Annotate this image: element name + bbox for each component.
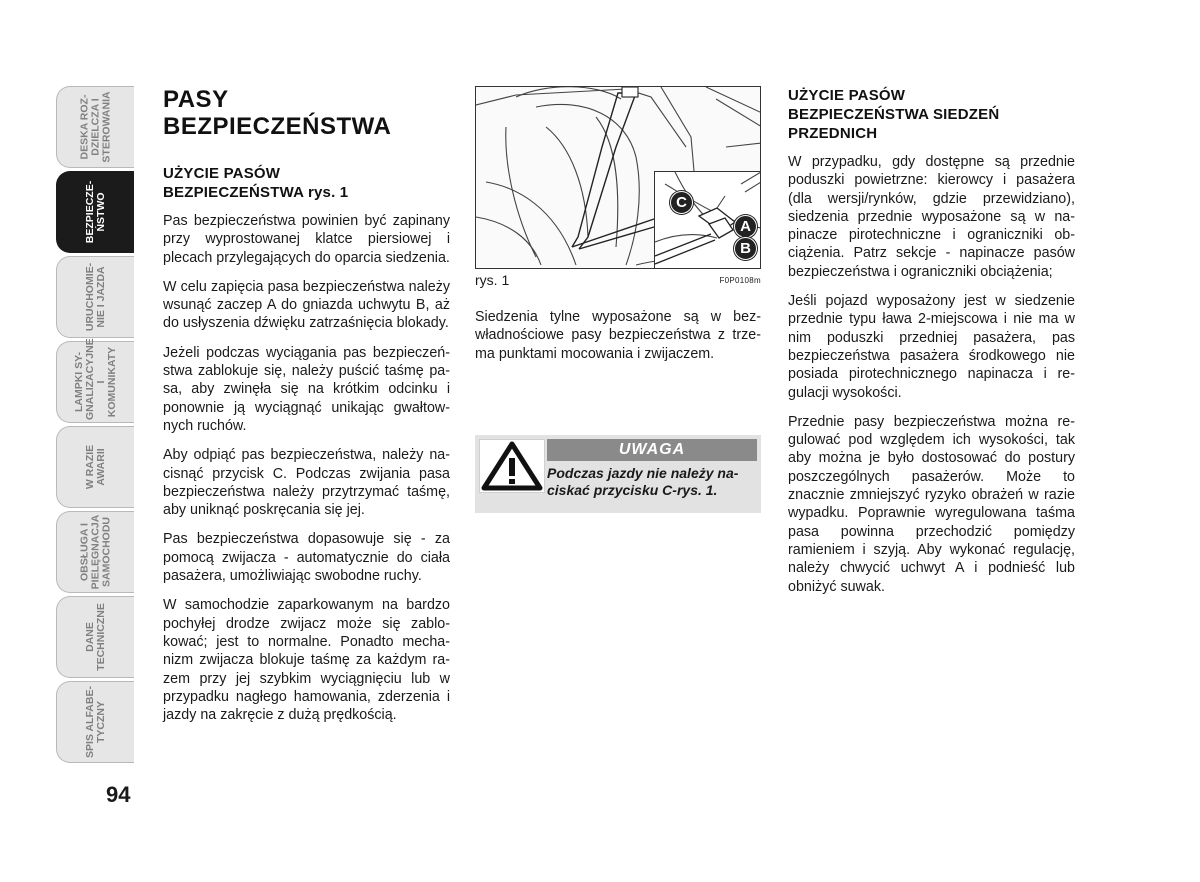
section-title-line: UŻYCIE PASÓW bbox=[163, 165, 281, 182]
paragraph: Jeżeli podczas wyciągania pas bezpieczeństwa zablokuje się, należy puścić taśmę pasa, aby zwinęła się na krótkim odcinku i ponownie ją wyciągnąć unikając gwałtownych ruchów. bbox=[163, 344, 450, 434]
warning-heading: UWAGA bbox=[547, 439, 757, 461]
paragraph: Jeśli pojazd wyposażony jest w siedzenie przednie typu ława 2-miejscowa i nie ma w nim poduszki przedniej pasażera, pas bezpieczeństwa pasażera środkowego nie posiada pirotechnicznego napinacza i regulacji wysokości. bbox=[788, 293, 1075, 401]
column-1 bbox=[163, 86, 450, 735]
section-title-line: PRZEDNICH bbox=[788, 125, 878, 142]
page-title bbox=[163, 86, 450, 140]
paragraph: Pas bezpieczeństwa dopasowuje się - za pomocą zwijacza - automatycznie do ciała pasażera, umożliwiając swobodne ruchy. bbox=[163, 531, 450, 585]
figure-caption bbox=[475, 272, 761, 294]
tab-label: LAMPKI SY- GNALIZACYJNE I KOMUNIKATY bbox=[72, 338, 118, 420]
tab-label: URUCHOMIE- NIE I JAZDA bbox=[83, 262, 107, 332]
callout-b: B bbox=[734, 237, 757, 260]
section-title bbox=[788, 86, 1075, 143]
tab-uruchomienie[interactable] bbox=[56, 256, 134, 338]
seatbelt-illustration bbox=[475, 86, 761, 269]
tab-label: BEZPIECZE- ŃSTWO bbox=[83, 180, 107, 244]
tab-spis-alfabetyczny[interactable] bbox=[56, 681, 134, 763]
warning-box bbox=[475, 435, 761, 513]
tab-label: DANE TECHNICZNE bbox=[83, 603, 107, 671]
paragraph: Siedzenia tylne wyposażone są w bezwładnościowe pasy bezpieczeństwa z trzema punktami mocowania i zwijaczem. bbox=[475, 309, 761, 362]
tab-obsluga[interactable] bbox=[56, 511, 134, 593]
warning-triangle-icon bbox=[479, 439, 545, 493]
paragraph: W celu zapięcia pasa bezpieczeństwa należy wsunąć zaczep A do gniazda uchwytu B, aż do usłyszenia dźwięku zatrzaśnięcia blokady. bbox=[163, 278, 450, 332]
warning-text: Podczas jazdy nie należy naciskać przycisku C-rys. 1. bbox=[547, 464, 739, 498]
tab-label: DESKA ROZ- DZIELCZA I STEROWANIA bbox=[78, 91, 112, 163]
tab-deska-rozdzielcza[interactable] bbox=[56, 86, 134, 168]
section-title-line: BEZPIECZEŃSTWA rys. 1 bbox=[163, 184, 349, 201]
callout-a: A bbox=[734, 215, 757, 238]
section-title bbox=[163, 164, 450, 202]
column-2 bbox=[475, 86, 761, 513]
callout-c: C bbox=[670, 191, 693, 214]
tab-bezpieczenstwo[interactable] bbox=[56, 171, 134, 253]
figure-label: rys. 1 bbox=[475, 272, 510, 288]
paragraph: W samochodzie zaparkowanym na bardzo pochyłej drodze zwijacz może się zablokować; jest to normalne. Ponadto mechanizm zwijacza blokuje taśmę za każdym razem przy jej szybkim wyciągnięciu lub w przypadku nagłego hamowania, zderzenia i jazdy na zakręcie z dużą prędkością. bbox=[163, 597, 450, 724]
tab-label: OBSŁUGA I PIELĘGNACJA SAMOCHODU bbox=[78, 514, 112, 590]
chapter-tabs bbox=[56, 86, 134, 766]
figure-code: F0P0108m bbox=[719, 276, 761, 285]
column-3 bbox=[788, 86, 1075, 607]
tab-lampki[interactable] bbox=[56, 338, 134, 423]
section-title-line: BEZPIECZEŃSTWA SIEDZEŃ bbox=[788, 106, 1000, 123]
tab-w-razie-awarii[interactable] bbox=[56, 426, 134, 508]
tab-dane-techniczne[interactable] bbox=[56, 596, 134, 678]
tab-label: SPIS ALFABE- TYCZNY bbox=[83, 686, 107, 758]
paragraph: Pas bezpieczeństwa powinien być zapinany przy wyprostowanej klatce piersiowej i plecach przylegających do oparcia siedzenia. bbox=[163, 213, 450, 266]
paragraph: Aby odpiąć pas bezpieczeństwa, należy nacisnąć przycisk C. Podczas zwijania pasa bezpieczeństwa należy przytrzymać taśmę, aby uniknąć poskręcania się jej. bbox=[163, 447, 450, 519]
page-title-line: BEZPIECZEŃSTWA bbox=[163, 113, 392, 140]
tab-label: W RAZIE AWARII bbox=[83, 444, 107, 490]
page-title-line: PASY bbox=[163, 86, 229, 113]
section-title-line: UŻYCIE PASÓW bbox=[788, 87, 906, 104]
paragraph: W przypadku, gdy dostępne są przednie poduszki powietrzne: kierowcy i pasażera (dla wersji/rynków, gdzie przewidziano), siedzenia przednie wyposażone są w napinacze pirotechniczne i ograniczniki obciążenia. Patrz sekcje - napinacze pasów bezpieczeństwa i ograniczniki obciążenia; bbox=[788, 154, 1075, 280]
page-number: 94 bbox=[106, 782, 131, 807]
paragraph: Przednie pasy bezpieczeństwa można regulować pod względem ich wysokości, tak aby można je było dostosować do postury poszczególnych pasażerów. Może to znacznie zmniejszyć ryzyko obrażeń w razie wypadku. Poprawnie wyregulowana taśma pasa powinna przechodzić pomiędzy ramieniem i szyją. Aby wykonać regulację, należy chwycić uchwyt A i podnieść lub obniżyć suwak. bbox=[788, 413, 1075, 595]
